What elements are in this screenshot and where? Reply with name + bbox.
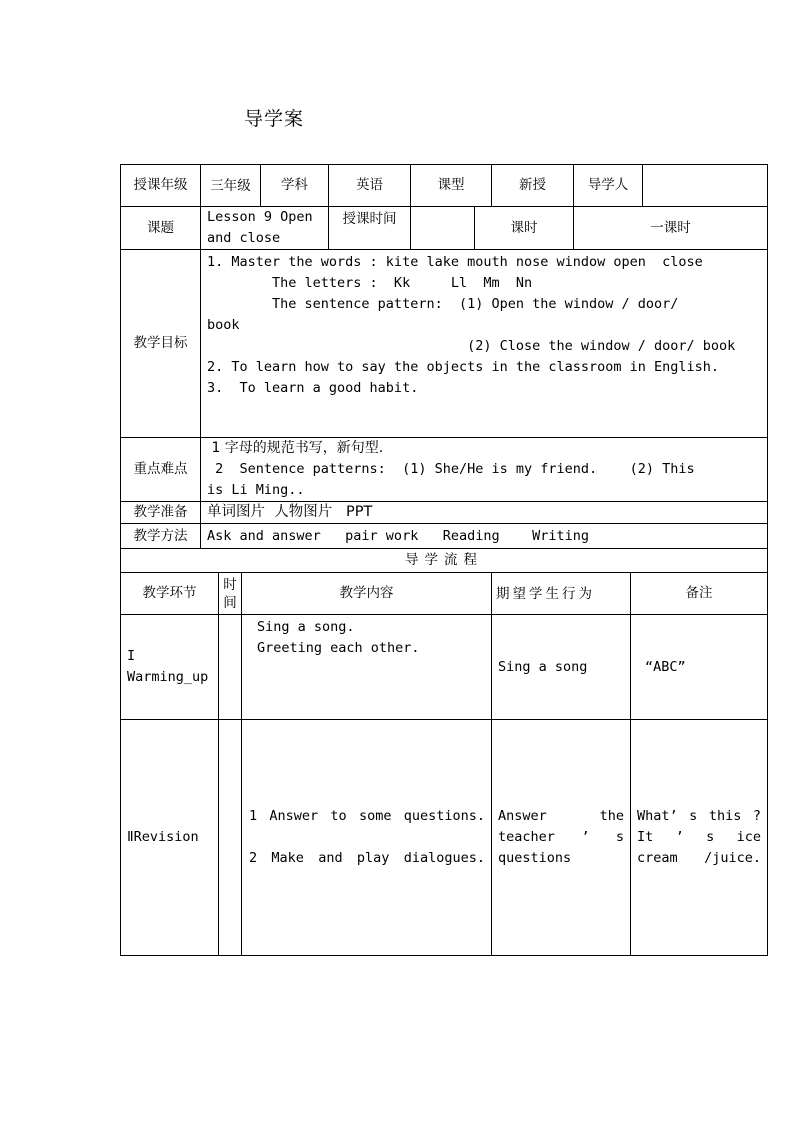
notes-cell: “ABC” [631, 615, 768, 720]
objective-line: book [207, 317, 240, 333]
subject-value: 英语 [329, 165, 411, 207]
topic-label: 课题 [121, 207, 201, 250]
col-content-header: 教学内容 [242, 573, 492, 615]
preparation-row [121, 502, 768, 524]
col-time-header: 时间 [219, 573, 242, 615]
periods-label: 课时 [475, 207, 574, 250]
expect-cell: Answer the teacher ’ s questions [492, 720, 631, 956]
process-heading-row [121, 549, 768, 573]
objective-line: The letters : Kk Ll Mm Nn [207, 275, 533, 291]
grade-value: 三年级 [201, 165, 261, 207]
key-points-label: 重点难点 [121, 438, 201, 502]
method-row [121, 524, 768, 549]
col-notes-header: 备注 [631, 573, 768, 615]
info-row-2 [121, 207, 768, 250]
objective-line: (2) Close the window / door/ book [207, 338, 736, 354]
process-heading: 导学流程 [121, 549, 768, 573]
preparation-label: 教学准备 [121, 502, 201, 524]
page-title: 导学案 [244, 108, 305, 130]
process-row-warming-up [121, 615, 768, 720]
info-row-1 [121, 165, 768, 207]
key-point-line: is Li Ming.. [207, 482, 305, 498]
col-stage-header: 教学环节 [121, 573, 219, 615]
periods-value: 一课时 [574, 207, 768, 250]
stage-cell: I Warming_up [121, 615, 219, 720]
topic-value: Lesson 9 Open and close [201, 207, 329, 250]
objective-line: 2. To learn how to say the objects in the classroom in English. [207, 359, 720, 375]
time-cell [219, 615, 242, 720]
objectives-label: 教学目标 [121, 250, 201, 438]
key-point-line: 1 字母的规范书写，新句型. [207, 440, 384, 456]
method-label: 教学方法 [121, 524, 201, 549]
key-point-line: 2 Sentence patterns: (1) She/He is my friend. (2) This [207, 461, 695, 477]
key-points-row [121, 438, 768, 502]
notes-cell: What’ s this ? It ’ s ice cream /juice. [631, 720, 768, 956]
class-time-value [411, 207, 475, 250]
content-cell: Sing a song. Greeting each other. [242, 615, 492, 720]
key-points-content [201, 438, 768, 502]
objective-line: 1. Master the words : kite lake mouth nose window open close [207, 254, 703, 270]
time-cell [219, 720, 242, 956]
objective-line: 3. To learn a good habit. [207, 380, 419, 396]
lesson-plan-table [120, 164, 768, 956]
guide-person-value [643, 165, 768, 207]
process-row-revision [121, 720, 768, 956]
content-cell: 1 Answer to some questions. 2 Make and play dialogues. [242, 720, 492, 956]
lesson-type-value: 新授 [492, 165, 574, 207]
process-header-row [121, 573, 768, 615]
objectives-content [201, 250, 768, 438]
method-value: Ask and answer pair work Reading Writing [201, 524, 768, 549]
grade-label: 授课年级 [121, 165, 201, 207]
lesson-type-label: 课型 [411, 165, 492, 207]
objective-line: The sentence pattern: (1) Open the window / door/ [207, 296, 679, 312]
class-time-label: 授课时间 [329, 207, 411, 250]
preparation-value: 单词图片 人物图片 PPT [201, 502, 768, 524]
stage-cell: ⅡRevision [121, 720, 219, 956]
col-expect-header: 期望学生行为 [492, 573, 631, 615]
objectives-row [121, 250, 768, 438]
expect-cell: Sing a song [492, 615, 631, 720]
subject-label: 学科 [261, 165, 329, 207]
guide-person-label: 导学人 [574, 165, 643, 207]
